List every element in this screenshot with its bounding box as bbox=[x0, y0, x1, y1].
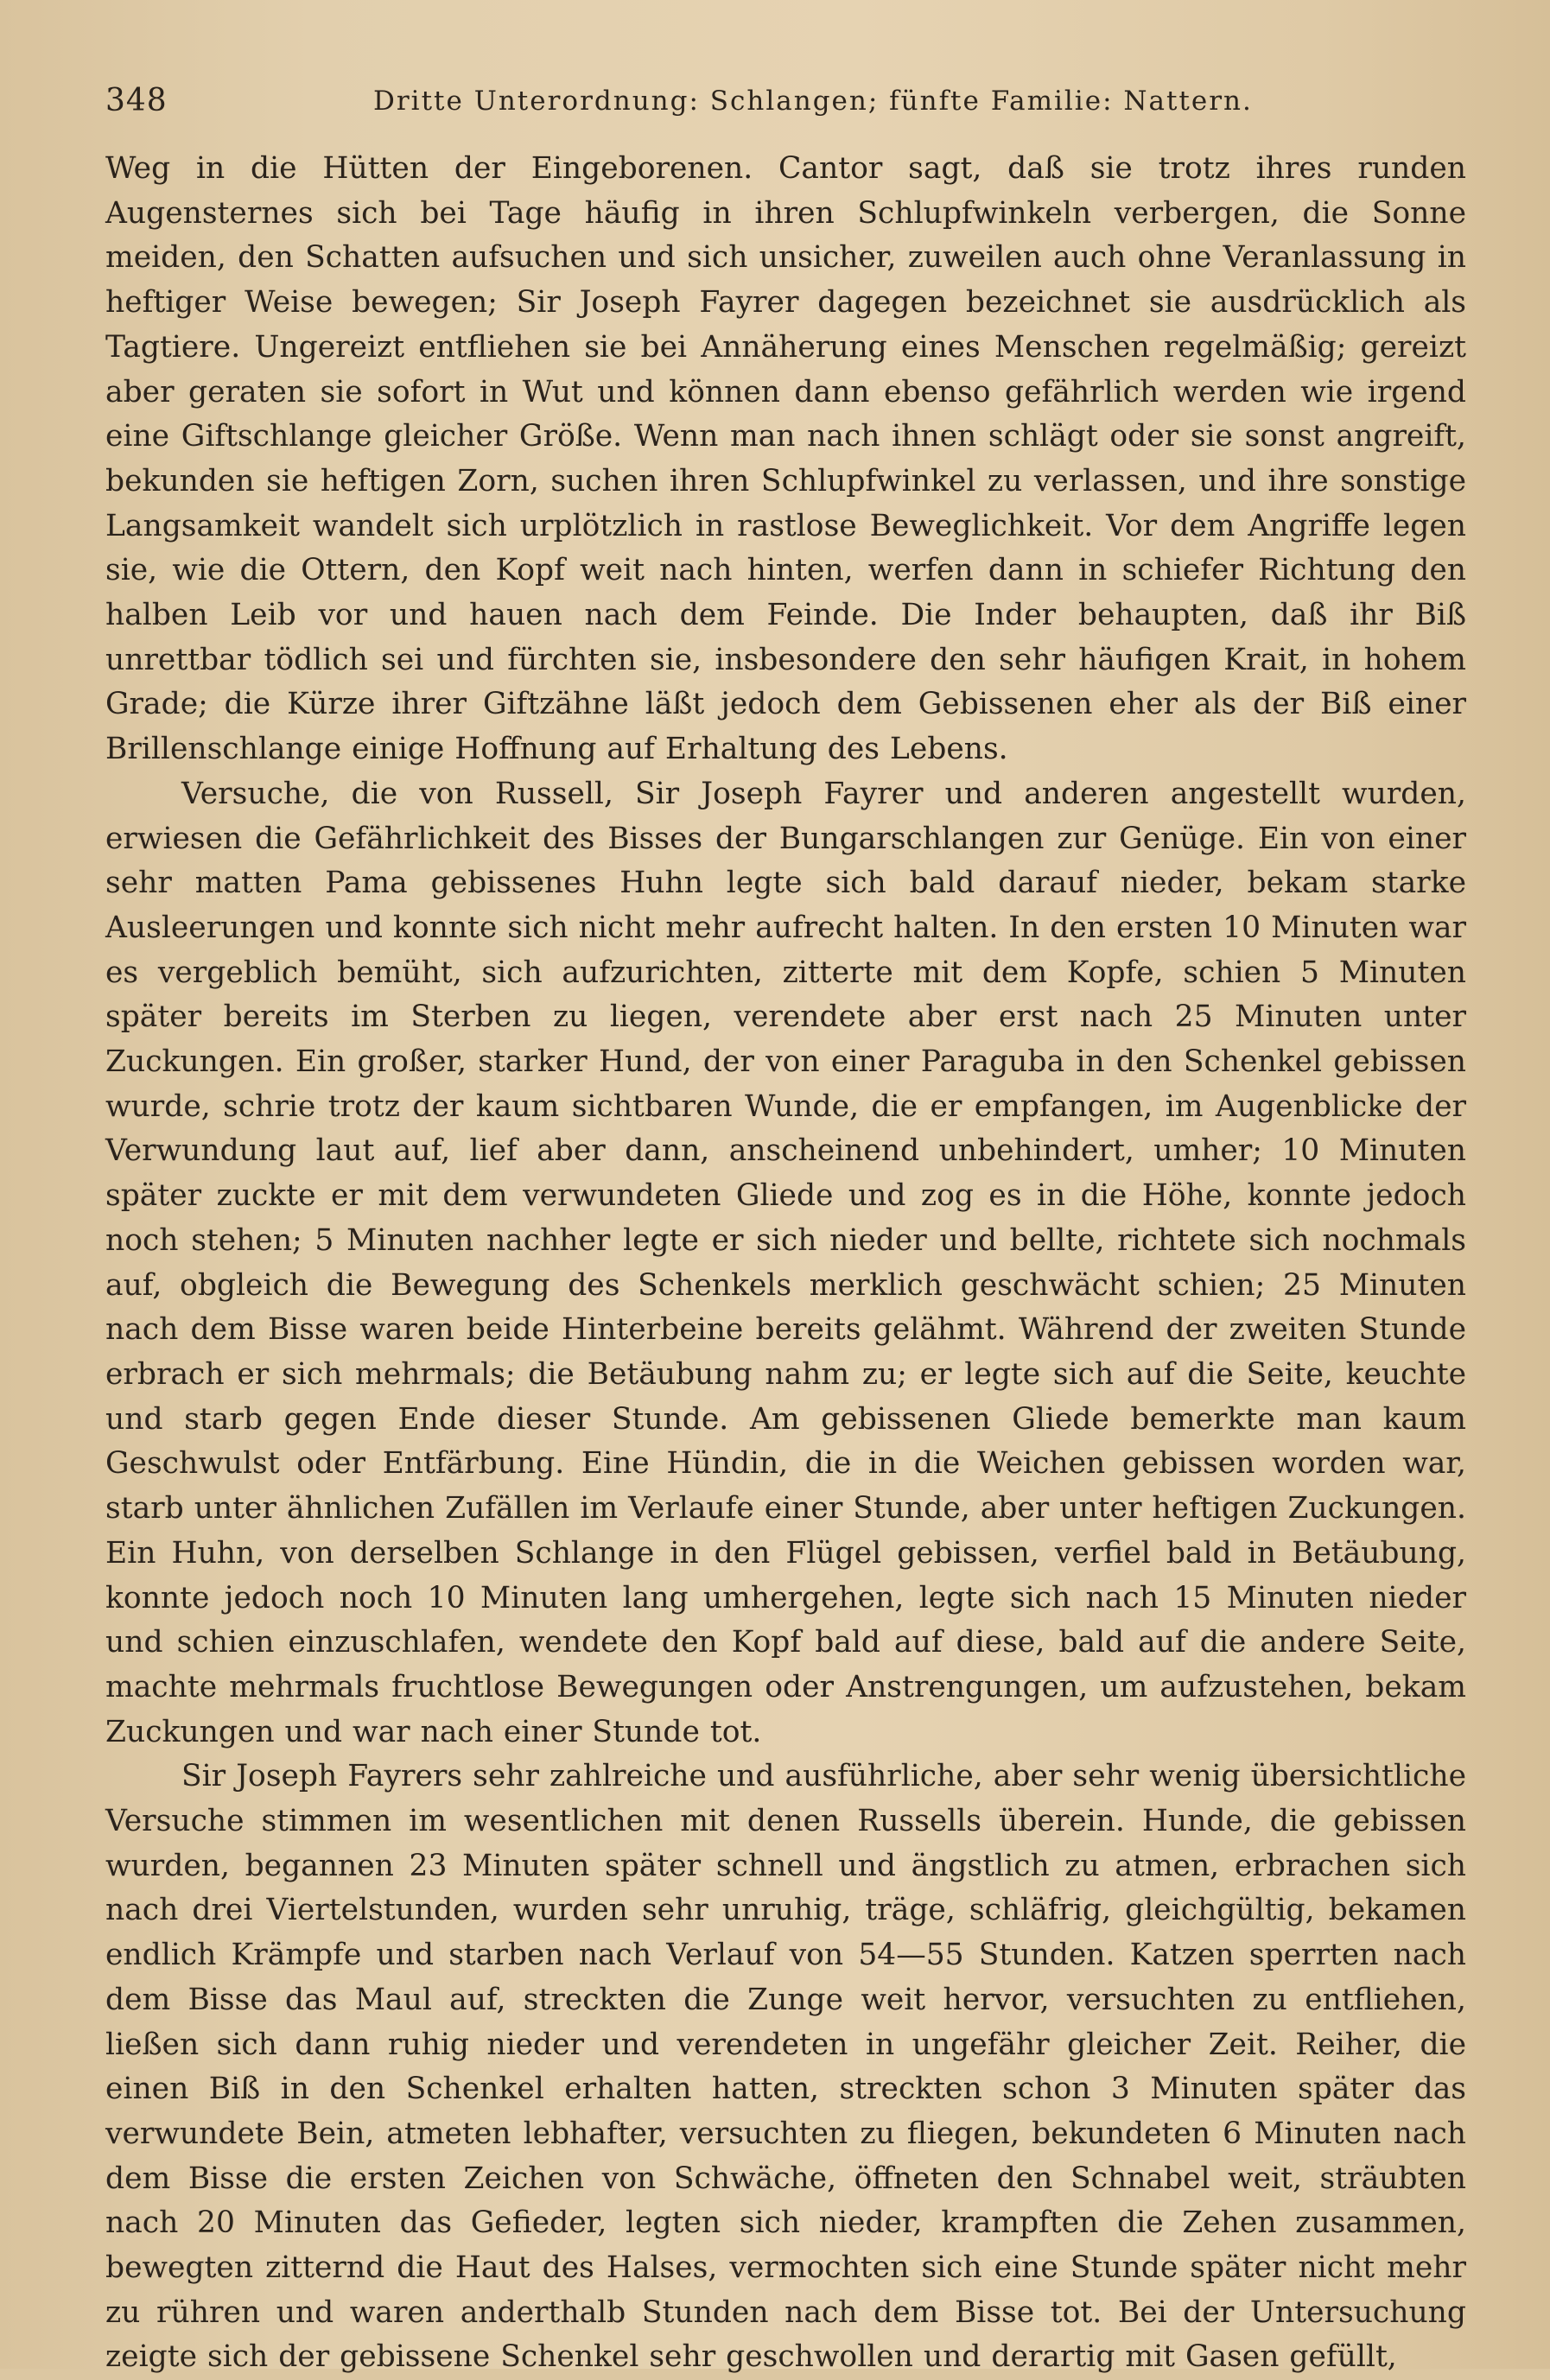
body-text bbox=[105, 147, 1466, 2380]
paragraph-1: Weg in die Hütten der Eingeborenen. Cantor sagt, daß sie trotz ihres runden Augensternes sich bei Tage häufig in ihren Schlupfwinkeln verbergen, die Sonne meiden, den Schatten aufsuchen und sich unsicher, zuweilen auch ohne Veranlassung in heftiger Weise bewegen; Sir Joseph Fayrer dagegen bezeichnet sie ausdrücklich als Tagtiere. Ungereizt entfliehen sie bei Annäherung eines Menschen regelmäßig; gereizt aber geraten sie sofort in Wut und können dann ebenso gefährlich werden wie irgend eine Giftschlange gleicher Größe. Wenn man nach ihnen schlägt oder sie sonst angreift, bekunden sie heftigen Zorn, suchen ihren Schlupfwinkel zu verlassen, und ihre sonstige Langsamkeit wandelt sich urplötzlich in rastlose Beweglichkeit. Vor dem Angriffe legen sie, wie die Ottern, den Kopf weit nach hinten, werfen dann in schiefer Richtung den halben Leib vor und hauen nach dem Feinde. Die Inder behaupten, daß ihr Biß unrettbar tödlich sei und fürchten sie, insbesondere den sehr häufigen Krait, in hohem Grade; die Kürze ihrer Giftzähne läßt jedoch dem Gebissenen eher als der Biß einer Brillenschlange einige Hoffnung auf Erhaltung des Lebens. bbox=[105, 151, 1466, 767]
page-header bbox=[105, 79, 1453, 123]
paragraph-2: Versuche, die von Russell, Sir Joseph Fayrer und anderen angestellt wurden, erwiesen die Gefährlichkeit des Bisses der Bungarschlangen zur Genüge. Ein von einer sehr matten Pama gebissenes Huhn legte sich bald darauf nieder, bekam starke Ausleerungen und konnte sich nicht mehr aufrecht halten. In den ersten 10 Minuten war es vergeblich bemüht, sich aufzurichten, zitterte mit dem Kopfe, schien 5 Minuten später bereits im Sterben zu liegen, verendete aber erst nach 25 Minuten unter Zuckungen. Ein großer, starker Hund, der von einer Paraguba in den Schenkel gebissen wurde, schrie trotz der kaum sichtbaren Wunde, die er empfangen, im Augenblicke der Verwundung laut auf, lief aber dann, anscheinend unbehindert, umher; 10 Minuten später zuckte er mit dem verwundeten Gliede und zog es in die Höhe, konnte jedoch noch stehen; 5 Minuten nachher legte er sich nieder und bellte, richtete sich nochmals auf, obgleich die Bewegung des Schenkels merklich geschwächt schien; 25 Minuten nach dem Bisse waren beide Hinterbeine bereits gelähmt. Während der zweiten Stunde erbrach er sich mehrmals; die Betäubung nahm zu; er legte sich auf die Seite, keuchte und starb gegen Ende dieser Stunde. Am gebissenen Gliede bemerkte man kaum Geschwulst oder Entfärbung. Eine Hündin, die in die Weichen gebissen worden war, starb unter ähnlichen Zufällen im Verlaufe einer Stunde, aber unter heftigen Zuckungen. Ein Huhn, von derselben Schlange in den Flügel gebissen, verfiel bald in Betäubung, konnte jedoch noch 10 Minuten lang umhergehen, legte sich nach 15 Minuten nieder und schien einzuschlafen, wendete den Kopf bald auf diese, bald auf die andere Seite, machte mehrmals fruchtlose Bewegungen oder Anstrengungen, um aufzustehen, bekam Zuckungen und war nach einer Stunde tot. bbox=[105, 776, 1466, 1749]
running-head: Dritte Unterordnung: Schlangen; fünfte Familie: Nattern. bbox=[373, 86, 1253, 117]
page-number: 348 bbox=[105, 83, 168, 118]
paragraph-3: Sir Joseph Fayrers sehr zahlreiche und ausführliche, aber sehr wenig übersichtliche Versuche stimmen im wesentlichen mit denen Russells überein. Hunde, die gebissen wurden, begannen 23 Minuten später schnell und ängstlich zu atmen, erbrachen sich nach drei Viertelstunden, wurden sehr unruhig, träge, schläfrig, gleichgültig, bekamen endlich Krämpfe und starben nach Verlauf von 54—55 Stunden. Katzen sperrten nach dem Bisse das Maul auf, streckten die Zunge weit hervor, versuchten zu entfliehen, ließen sich dann ruhig nieder und verendeten in ungefähr gleicher Zeit. Reiher, die einen Biß in den Schenkel erhalten hatten, streckten schon 3 Minuten später das verwundete Bein, atmeten lebhafter, versuchten zu fliegen, bekundeten 6 Minuten nach dem Bisse die ersten Zeichen von Schwäche, öffneten den Schnabel weit, sträubten nach 20 Minuten das Gefieder, legten sich nieder, krampften die Zehen zusammen, bewegten zitternd die Haut des Halses, vermochten sich eine Stunde später nicht mehr zu rühren und waren anderthalb Stunden nach dem Bisse tot. Bei der Untersuchung zeigte sich der gebissene Schenkel sehr geschwollen und derartig mit Gasen gefüllt, bbox=[105, 1759, 1466, 2375]
